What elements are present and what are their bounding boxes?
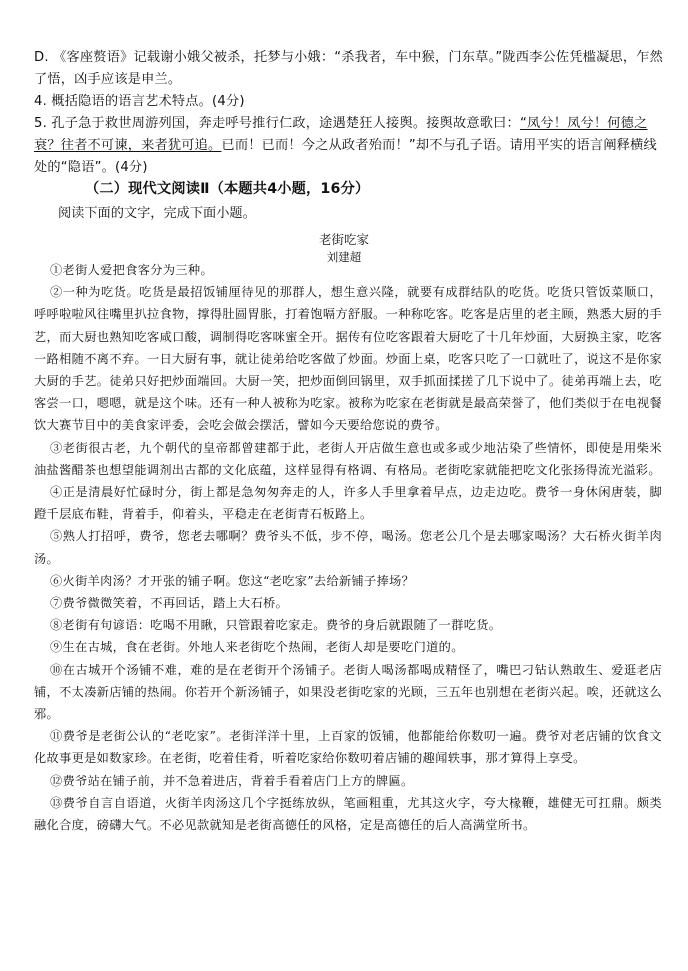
- paragraph: ⑩在古城开个汤铺不难，难的是在老街开个汤铺子。老街人喝汤都喝成精怪了，嘴巴刁钻认熟敢生、爱逛老店铺，不太凑新店铺的热闹。你若开个新汤铺子，如果没老街吃家的光顾，三五年也别想在老街兴起。唉，还就这么邪。: [34, 662, 662, 722]
- article-title: 老街吃家: [318, 232, 369, 247]
- paragraph: ⑨生在古城，食在老街。外地人来老街吃个热闹，老街人却是要吃门道的。: [50, 640, 464, 655]
- option-d: D. 《客座赘语》记载谢小娥父被杀，托梦与小娥：“杀我者，车中猴，门东草。”陇西李公佐凭槛凝思，乍然了悟，凶手应该是申兰。: [34, 50, 664, 87]
- paragraph: ⑦费爷微微笑着，不再回话，踏上大石桥。: [50, 596, 289, 611]
- paragraph: ②一种为吃货。吃货是最招饭铺厘待见的那群人，想生意兴隆，就要有成群结队的吃货。吃货只管饭菜顺口，呼呼啦啦风往嘴里扒拉食物，撑得肚圆胃胀，打着饱嗝方舒服。一种称吃客。吃客是店里的老主顾，熟悉大厨的手艺，而大厨也熟知吃客咸口酸，调制得吃客咪蜜全开。据传有位吃客跟着大厨吃了十几年炒面，大厨换主家，吃客一路相随不离不弃。一日大厨有事，就让徒弟给吃客做了炒面。炒面上桌，吃客只吃了一口就吐了，说这不是你家大厨的手艺。徒弟只好把炒面端回。大厨一笑，把炒面倒回锅里，双手抓面揉搓了几下说中了。徒弟再端上去，吃客尝一口，嗯嗯，就是这个味。还有一种人被称为吃家。被称为吃家在老街就是最高荣誉了，他们类似于在电视餐饮大赛节目中的美食家评委，会吃会做会摆活，譬如今天要给您说的费爷。: [34, 285, 662, 433]
- paragraph: ④正是清晨好忙碌时分，街上都是急匆匆奔走的人，许多人手里拿着早点，边走边吃。费爷一身休闲唐装，脚蹬千层底布鞋，背着手，仰着头，平稳走在老街青石板路上。: [34, 485, 662, 522]
- question-5-text-end: 已而！已而！今之从政者殆而！”却不与孔子语。请用平实的语言阐释横线处的“隐语”。(4分): [34, 138, 657, 175]
- article-body: [34, 259, 662, 836]
- paragraph: ⑥火街羊肉汤？才开张的铺子啊。您这“老吃家”去给新铺子捧场？: [50, 573, 415, 588]
- article-author: 刘建超: [326, 250, 362, 264]
- prior-questions: [34, 47, 664, 179]
- paragraph: ⑤熟人打招呼，费爷，您老去哪啊？费爷头不低，步不停，喝汤。您老公几个是去哪家喝汤？大石桥火街羊肉汤。: [34, 529, 662, 566]
- question-4: 4. 概括隐语的语言艺术特点。(4分): [34, 94, 245, 109]
- question-5: [34, 113, 664, 179]
- paragraph: ⑬费爷自言自语道，火街羊肉汤这几个字挺练放纵，笔画粗重，尤其这火字，夸大椽鞭，雄健无可扛鼎。颇类融化合度，磅礴大气。不必见款就知是老街高德任的风格，定是高德任的后人高满堂所书。: [34, 795, 662, 833]
- paragraph: ⑪费爷是老街公认的“老吃家”。老街洋洋十里，上百家的饭铺，他都能给你数叨一遍。费爷对老店铺的饮食文化故事更是如数家珍。在老街，吃着佳肴，听着吃家给你数叨着店铺的趣闻轶事，那才算得上享受。: [34, 729, 662, 766]
- paragraph: ①老街人爱把食客分为三种。: [50, 263, 213, 277]
- section-instruction: 阅读下面的文字，完成下面小题。: [58, 206, 256, 221]
- question-5-text: 5. 孔子急于救世周游列国，奔走呼号推行仁政，途遇楚狂人接舆。接舆故意歌曰：: [34, 116, 520, 131]
- question-5-underlined: “凤兮！凤兮！何德之衰？往者不可谏，来者犹可追。: [34, 116, 648, 153]
- paragraph: ⑫费爷站在铺子前，并不急着进店，背着手看着店门上方的牌匾。: [50, 773, 414, 788]
- paragraph: ③老街很古老，九个朝代的皇帝都曾建都于此，老街人开店做生意也或多或少地沾染了些情怀，即使是用柴米油盐酱醋茶也想望能调剂出古都的文化底蕴，这样显得有格调、有格局。老街吃家就能把吃文化张扬得流光溢彩。: [34, 440, 662, 477]
- paragraph: ⑧老街有句谚语：吃喝不用瞅，只管跟着吃家走。费爷的身后就跟随了一群吃货。: [50, 618, 502, 633]
- section-heading: （二）现代文阅读Ⅱ（本题共4小题，16分）: [85, 181, 370, 197]
